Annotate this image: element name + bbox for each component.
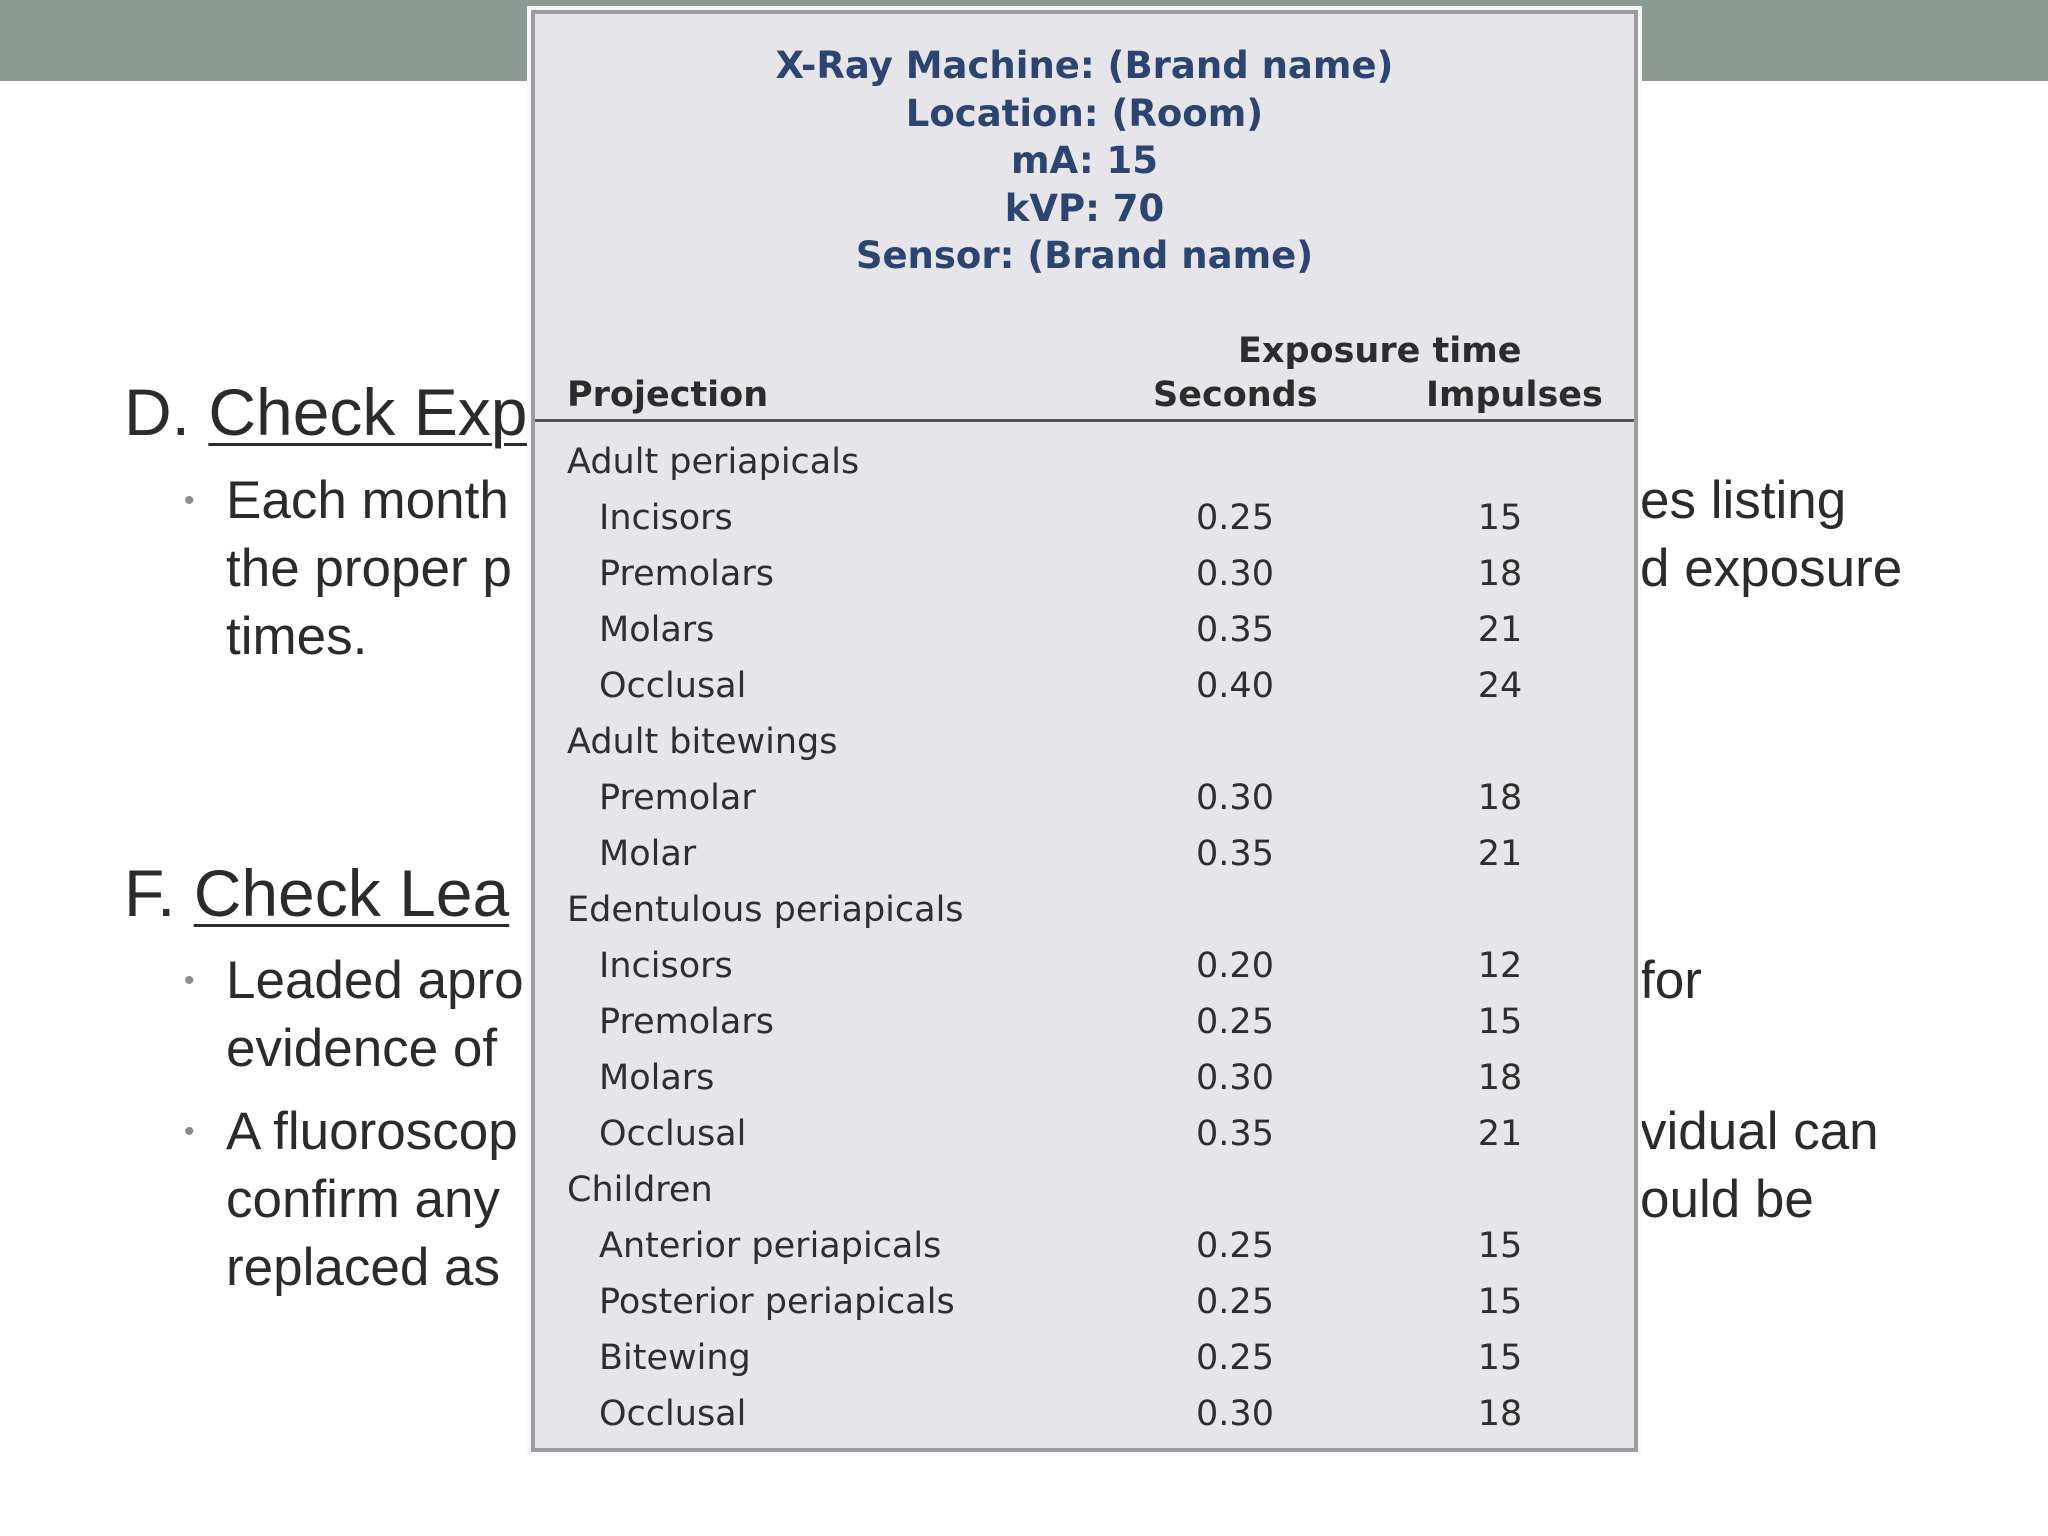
- kvp-line: kVP: 70: [1004, 186, 1165, 230]
- exposure-chart-card: [531, 10, 1638, 1452]
- seconds-column-header: Seconds: [1153, 375, 1318, 415]
- table-row: [535, 994, 1634, 1050]
- impulses-cell: 21: [1477, 834, 1523, 874]
- seconds-cell: 0.40: [1196, 666, 1274, 706]
- projection-cell: Molar: [599, 834, 697, 874]
- projection-column-header: Projection: [567, 375, 769, 415]
- projection-cell: Occlusal: [599, 1114, 747, 1154]
- machine-info-header: [535, 42, 1634, 280]
- projection-cell: Occlusal: [599, 666, 747, 706]
- table-row: [535, 1106, 1634, 1162]
- seconds-cell: 0.30: [1196, 1058, 1274, 1098]
- seconds-cell: 0.30: [1196, 1394, 1274, 1434]
- table-row: [535, 770, 1634, 826]
- table-group-row: [535, 882, 1634, 938]
- impulses-cell: 15: [1477, 1338, 1523, 1378]
- projection-cell: Occlusal: [599, 1394, 747, 1434]
- section-d-title: Check Exp: [208, 375, 528, 449]
- section-f-heading: [124, 856, 509, 930]
- section-d-bullet-line-2: the proper p: [226, 539, 512, 598]
- impulses-cell: 18: [1477, 554, 1523, 594]
- section-f-letter: F.: [124, 856, 194, 930]
- table-row: [535, 1050, 1634, 1106]
- table-row: [535, 1274, 1634, 1330]
- impulses-cell: 21: [1477, 1114, 1523, 1154]
- table-row: [535, 602, 1634, 658]
- impulses-cell: 12: [1477, 946, 1523, 986]
- header-divider: [535, 419, 1634, 422]
- table-row: [535, 1386, 1634, 1442]
- seconds-cell: 0.20: [1196, 946, 1274, 986]
- table-row: [535, 1330, 1634, 1386]
- impulses-column-header: Impulses: [1426, 375, 1603, 415]
- impulses-cell: 18: [1477, 778, 1523, 818]
- bullet-dot: •: [184, 484, 195, 517]
- impulses-cell: 18: [1477, 1058, 1523, 1098]
- section-f-bullet1-line-1: Leaded apro: [226, 951, 524, 1010]
- table-row: [535, 1218, 1634, 1274]
- table-group-row: [535, 434, 1634, 490]
- seconds-cell: 0.25: [1196, 1226, 1274, 1266]
- impulses-cell: 15: [1477, 1226, 1523, 1266]
- table-row: [535, 826, 1634, 882]
- sensor-line: Sensor: (Brand name): [855, 234, 1314, 277]
- section-f-bullet2-right-2: ould be: [1640, 1170, 1814, 1229]
- section-d-bullet-line-3: times.: [226, 607, 368, 666]
- bullet-dot: •: [184, 964, 195, 997]
- projection-cell: Premolars: [599, 1002, 774, 1042]
- impulses-cell: 15: [1477, 1002, 1523, 1042]
- section-f-bullet2-line-3: replaced as: [226, 1238, 501, 1297]
- section-d-bullet-right-2: d exposure: [1640, 539, 1903, 598]
- table-group-row: [535, 1162, 1634, 1218]
- section-f-bullet2-line-1: A fluoroscop: [226, 1102, 518, 1161]
- group-label: Adult bitewings: [567, 722, 838, 762]
- location-line: Location: (Room): [905, 91, 1264, 135]
- impulses-cell: 18: [1477, 1394, 1523, 1434]
- impulses-cell: 24: [1477, 666, 1523, 706]
- seconds-cell: 0.35: [1196, 834, 1274, 874]
- projection-cell: Premolars: [599, 554, 774, 594]
- ma-line: mA: 15: [1010, 139, 1159, 182]
- bullet-dot: •: [184, 1115, 195, 1148]
- seconds-cell: 0.25: [1196, 498, 1274, 538]
- section-f-bullet2-line-2: confirm any: [226, 1170, 500, 1229]
- seconds-cell: 0.25: [1196, 1282, 1274, 1322]
- projection-cell: Molars: [599, 1058, 715, 1098]
- impulses-cell: 15: [1477, 1282, 1523, 1322]
- group-label: Edentulous periapicals: [567, 890, 964, 930]
- projection-cell: Anterior periapicals: [599, 1226, 942, 1266]
- seconds-cell: 0.25: [1196, 1338, 1274, 1378]
- table-group-row: [535, 714, 1634, 770]
- group-label: Children: [567, 1170, 713, 1210]
- seconds-cell: 0.35: [1196, 1114, 1274, 1154]
- projection-cell: Bitewing: [599, 1338, 751, 1378]
- table-row: [535, 938, 1634, 994]
- seconds-cell: 0.25: [1196, 1002, 1274, 1042]
- machine-brand-line: X-Ray Machine: (Brand name): [775, 44, 1394, 87]
- seconds-cell: 0.35: [1196, 610, 1274, 650]
- table-row: [535, 490, 1634, 546]
- section-d-heading: [124, 375, 527, 449]
- section-d-bullet-right-1: es listing: [1640, 471, 1847, 530]
- projection-cell: Posterior periapicals: [599, 1282, 955, 1322]
- impulses-cell: 21: [1477, 610, 1523, 650]
- projection-cell: Incisors: [599, 498, 733, 538]
- section-d-bullet-line-1: Each month: [226, 471, 509, 530]
- table-row: [535, 658, 1634, 714]
- section-d-letter: D.: [124, 375, 209, 449]
- section-f-title: Check Lea: [193, 856, 510, 930]
- projection-cell: Incisors: [599, 946, 733, 986]
- projection-cell: Premolar: [599, 778, 756, 818]
- section-f-bullet1-right-1: for: [1640, 951, 1702, 1010]
- projection-cell: Molars: [599, 610, 715, 650]
- section-f-bullet1-line-2: evidence of: [226, 1019, 498, 1078]
- exposure-table-body: [535, 434, 1634, 1442]
- section-f-bullet2-right-1: vidual can: [1640, 1102, 1879, 1161]
- seconds-cell: 0.30: [1196, 554, 1274, 594]
- impulses-cell: 15: [1477, 498, 1523, 538]
- group-label: Adult periapicals: [567, 442, 860, 482]
- table-row: [535, 546, 1634, 602]
- exposure-time-group-header: Exposure time: [1238, 331, 1522, 371]
- seconds-cell: 0.30: [1196, 778, 1274, 818]
